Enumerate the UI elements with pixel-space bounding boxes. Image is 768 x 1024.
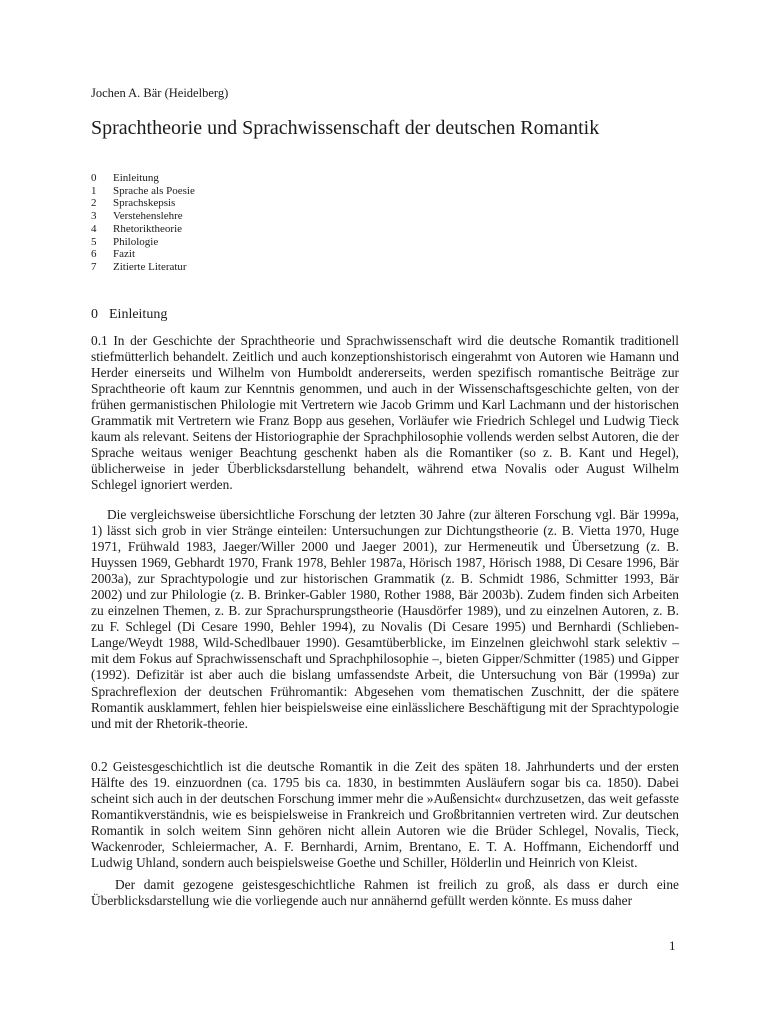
toc-number: 1 xyxy=(91,184,97,197)
toc-number: 0 xyxy=(91,172,97,184)
toc-number: 5 xyxy=(91,235,97,248)
paragraph-framework: Der damit gezogene geistesgeschichtliche Rahmen ist freilich zu groß, als dass er durch eine Überblicksdarstellung wie die vorliegende auch nur annähernd gefüllt werden könnte. Es muss daher xyxy=(91,877,679,909)
toc-item xyxy=(91,261,195,274)
paragraph-0-2: 0.2 Geistesgeschichtlich ist die deutsche Romantik in die Zeit des späten 18. Jahrhunderts und der ersten Hälfte des 19. einzuordnen (ca. 1795 bis ca. 1830, in bestimmten Ausläufern sogar bis ca. 1850). Dabei scheint sich auch in der deutschen Forschung immer mehr die »Außensicht« durchzusetzen, das weit gefasste Romantikverständnis, wie es beispielsweise in Frankreich und Großbritannien vertreten wird. Zur deutschen Romantik in solch weitem Sinn gehören nicht allein Autoren wie die Brüder Schlegel, Novalis, Tieck, Wackenroder, Schleiermacher, A. F. Bernhardi, Arnim, Brentano, E. T. A. Hoffmann, Eichendorff und Ludwig Uhland, sondern auch beispielsweise Goethe und Schiller, Hölderlin und Heinrich von Kleist. xyxy=(91,759,679,871)
toc-label: Verstehenslehre xyxy=(113,210,183,223)
page-number: 1 xyxy=(669,938,676,953)
paragraph-research-overview: Die vergleichsweise übersichtliche Forschung der letzten 30 Jahre (zur älteren Forschung vgl. Bär 1999a, 1) lässt sich grob in vier Stränge einteilen: Untersuchungen zur Dichtungstheorie (z. B. Vietta 1970, Huge 1971, Frühwald 1983, Jaeger/Willer 2000 und Jaeger 2001), zur Hermeneutik und Übersetzung (z. B. Huyssen 1969, Gebhardt 1970, Frank 1978, Behler 1987a, Hörisch 1987, Hörisch 1988, Di Cesare 1996, Bär 2003a), zur Sprachtypologie und zur historischen Grammatik (z. B. Schmidt 1986, Schmitter 1993, Bär 2002) und zur Philologie (z. B. Brinker-Gabler 1980, Rother 1988, Bär 2003b). Zudem finden sich Arbeiten zu einzelnen Themen, z. B. zur Sprachursprungstheorie (Hausdörfer 1989), und zu einzelnen Autoren, z. B. zu F. Schlegel (Di Cesare 1990, Behler 1994), zu Novalis (Di Cesare 1995) und Bernhardi (Schlieben-Lange/Weydt 1988, Wild-Schedlbauer 1990). Gesamtüberblicke, im Einzelnen gleichwohl stark selektiv – mit dem Fokus auf Sprachwissenschaft und Sprachphilosophie –, bieten Gipper/Schmitter (1985) und Gipper (1992). Defizitär ist aber auch die bislang umfassendste Arbeit, die Untersuchung von Bär (1999a) zur Sprachreflexion der deutschen Frühromantik: Abgesehen vom thematischen Zuschnitt, der die spätere Romantik ausklammert, fehlen hier beispielsweise eine einlässlichere Beschäftigung mit der Sprachtypologie und mit der Rhetorik-theorie. xyxy=(91,507,679,731)
toc-label: Sprache als Poesie xyxy=(113,184,195,197)
toc-item xyxy=(91,236,195,249)
section-title: Einleitung xyxy=(109,307,168,322)
author-line: Jochen A. Bär (Heidelberg) xyxy=(91,86,229,100)
toc-item xyxy=(91,185,195,198)
toc-item xyxy=(91,248,195,261)
toc-number: 3 xyxy=(91,210,97,223)
toc-label: Fazit xyxy=(113,248,135,261)
toc-number: 4 xyxy=(91,222,97,235)
page-title: Sprachtheorie und Sprachwissenschaft der deutschen Romantik xyxy=(91,117,600,139)
toc-number: 6 xyxy=(91,248,97,261)
toc-number: 7 xyxy=(91,260,97,273)
toc-item xyxy=(91,172,195,185)
toc-label: Zitierte Literatur xyxy=(113,260,187,273)
table-of-contents xyxy=(91,172,195,274)
toc-item xyxy=(91,223,195,236)
paragraph-0-1: 0.1 In der Geschichte der Sprachtheorie und Sprachwissenschaft wird die deutsche Romantik traditionell stiefmütterlich behandelt. Zeitlich und auch konzeptionshistorisch eingerahmt von Autoren wie Hamann und Herder einerseits und Wilhelm von Humboldt andererseits, werden spezifisch romantische Beiträge zur Sprachtheorie oft kaum zur Kenntnis genommen, und auch in der Wissenschaftsgeschichte gelten, von der frühen germanistischen Philologie mit Vertretern wie Jacob Grimm und Karl Lachmann und der historischen Grammatik mit Vertretern wie Franz Bopp aus gesehen, Vorläufer wie Friedrich Schlegel und Ludwig Tieck kaum als relevant. Seitens der Historiographie der Sprachphilosophie vollends werden selbst Autoren, die der Sprache weitaus weniger Beachtung geschenkt haben als die Romantiker (so z. B. Kant und Hegel), üblicherweise in jeder Überblicksdarstellung behandelt, während etwa Novalis oder August Wilhelm Schlegel ignoriert werden. xyxy=(91,333,679,493)
toc-label: Rhetoriktheorie xyxy=(113,222,183,235)
section-number: 0 xyxy=(91,307,98,322)
toc-item xyxy=(91,210,195,223)
toc-item xyxy=(91,197,195,210)
toc-label: Sprachskepsis xyxy=(113,197,176,210)
toc-label: Philologie xyxy=(113,235,159,248)
section-heading xyxy=(91,307,167,323)
toc-label: Einleitung xyxy=(113,172,159,184)
toc-number: 2 xyxy=(91,197,97,210)
